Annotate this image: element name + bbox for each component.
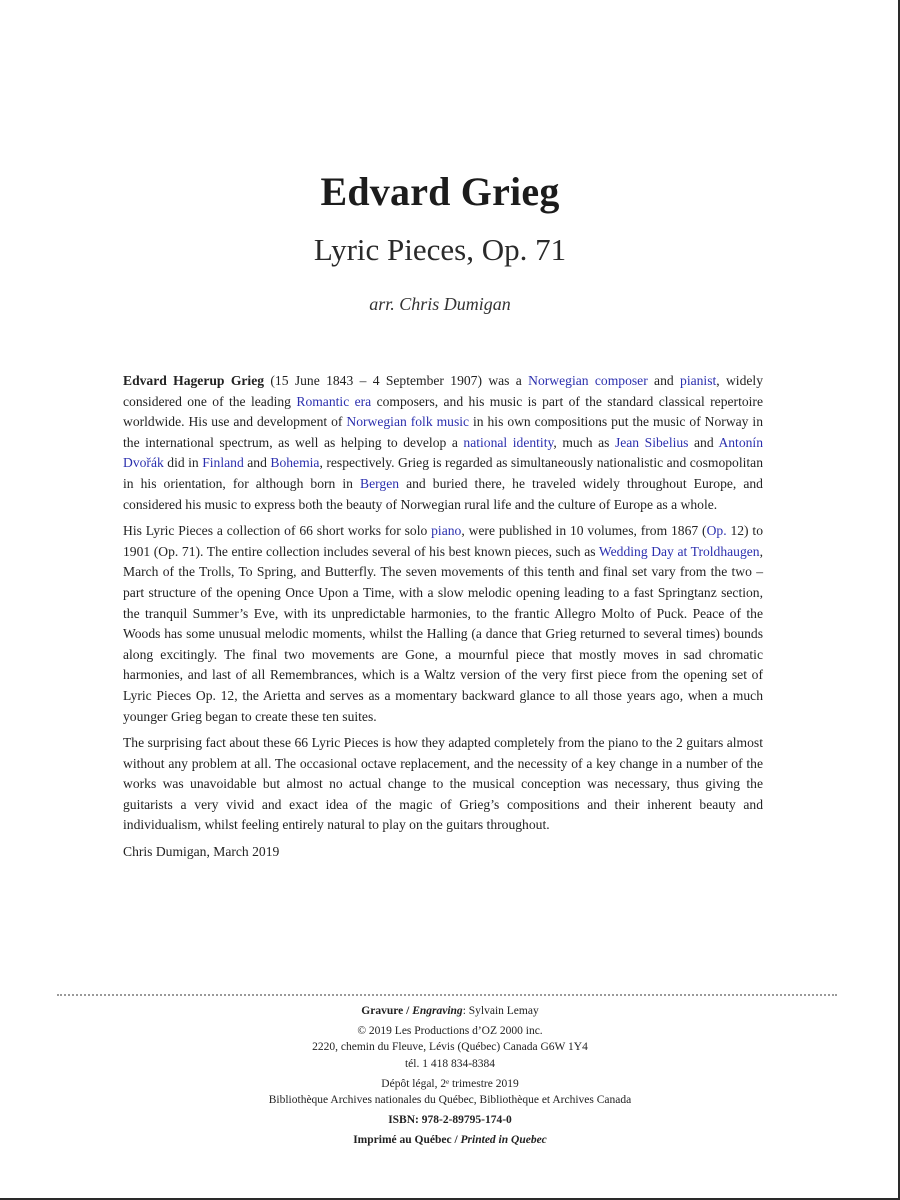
text-run: and	[688, 434, 719, 450]
text-run: , March of the Trolls, To Spring, and Butterfly. The seven movements of this tenth and final set vary from the two – part structure of the opening Once Upon a Time, with a slow melodic opening leading to a fast Springtanz section, the tranquil Summer’s Eve, with its unpredictable harmonies, to the frantic Allegro Molto of Puck. Peace of the Woods has some unusual melodic moments, whilst the Halling (a dance that Grieg returned to several times) bounds along excitingly. The final two movements are Gone, a mournful piece that mostly moves in sad chromatic harmonies, and last of all Remembrances, which is a Waltz version of the very first piece from the opening set of Lyric Pieces Op. 12, the Arietta and serves as a momentary backward glance to all those years ago, when a much younger Grieg began to create these ten suites.	[123, 543, 763, 724]
copyright-line: © 2019 Les Productions d’OZ 2000 inc.	[357, 1025, 543, 1038]
text-run: , much as	[553, 434, 615, 450]
text-run: , were published in 10 volumes, from 1867 (	[461, 523, 707, 539]
paragraph-lyric-pieces	[123, 521, 763, 727]
text-link[interactable]: Bergen	[360, 475, 400, 491]
text-run: , respectively. Grieg is regarded as simultaneously nationalistic and cosmopolitan in his orientation, for although born in	[123, 455, 763, 491]
text-link[interactable]: Op.	[706, 523, 727, 539]
paragraph-biography	[123, 371, 763, 515]
author-signature: Chris Dumigan, March 2019	[123, 844, 280, 860]
bold-name: Edvard Hagerup Grieg	[123, 373, 265, 388]
engraver-name: : Sylvain Lemay	[462, 1005, 539, 1017]
legal-deposit: Dépôt légal, 2ᵉ trimestre 2019	[381, 1077, 519, 1090]
printed-fr: Imprimé au Québec /	[353, 1134, 461, 1147]
text-run: , widely considered one of the leading	[123, 373, 763, 409]
text-link[interactable]: national identity	[463, 434, 554, 450]
text-link[interactable]: pianist	[680, 373, 717, 388]
text-link[interactable]: Norwegian folk music	[346, 414, 470, 430]
text-run: in his own compositions put the music of Norway in the international spectrum, as well as helping to develop a	[123, 414, 763, 450]
work-title: Lyric Pieces, Op. 71	[313, 232, 567, 267]
text-link[interactable]: Wedding Day at Troldhaugen	[598, 543, 760, 559]
text-link[interactable]: Antonín Dvořák	[123, 434, 763, 471]
colophon	[0, 1003, 900, 1153]
composer-title: Edvard Grieg	[320, 169, 560, 214]
engraving-label-italic: Engraving	[412, 1005, 463, 1017]
text-run: and	[647, 373, 681, 388]
text-run: (15 June 1843 – 4 September 1907) was a	[264, 373, 529, 388]
biography-text	[123, 371, 763, 869]
isbn: ISBN: 978-2-89795-174-0	[388, 1114, 512, 1127]
text-link[interactable]: Romantic era	[296, 393, 372, 409]
text-link[interactable]: Jean Sibelius	[614, 434, 689, 450]
arranger-credit: arr. Chris Dumigan	[369, 294, 511, 314]
engraving-credit	[0, 1003, 900, 1019]
text-run: and	[243, 455, 271, 471]
text-link[interactable]: Bohemia	[270, 455, 320, 471]
printed-en: Printed in Quebec	[460, 1134, 547, 1147]
printed-in	[0, 1132, 900, 1148]
text-link[interactable]: piano	[431, 523, 462, 539]
text-run: did in	[163, 455, 203, 471]
engraving-label: Gravure /	[361, 1005, 413, 1017]
text-link[interactable]: Finland	[202, 455, 244, 471]
text-run: and buried there, he traveled widely throughout Europe, and considered his music to express both the beauty of Norwegian rural life and the culture of Europe as a whole.	[123, 475, 763, 512]
paragraph-guitar-adaptation	[123, 733, 763, 836]
publisher-phone: tél. 1 418 834-8384	[404, 1057, 496, 1070]
dotted-divider	[57, 994, 837, 996]
publisher-address: 2220, chemin du Fleuve, Lévis (Québec) Canada G6W 1Y4	[312, 1041, 588, 1054]
text-run: composers, and his music is part of the standard classical repertoire worldwide. His use and development of	[123, 393, 763, 430]
text-link[interactable]: Norwegian composer	[528, 373, 648, 388]
text-run: 12) to 1901 (Op. 71). The entire collection includes several of his best known pieces, such as	[123, 523, 763, 559]
deposit-libraries: Bibliothèque Archives nationales du Québec, Bibliothèque et Archives Canada	[268, 1094, 632, 1107]
text-run: The surprising fact about these 66 Lyric Pieces is how they adapted completely from the piano to the 2 guitars almost without any problem at all. The occasional octave replacement, and the necessity of a key change in a number of the works was unavoidable but almost no actual change to the musical conception was necessary, thus giving the guitarists a very vivid and exact idea of the magic of Grieg’s compositions and their inherent beauty and individualism, whilst feeling entirely natural to play on the guitars throughout.	[123, 735, 763, 833]
text-run: His Lyric Pieces a collection of 66 short works for solo	[123, 523, 432, 539]
